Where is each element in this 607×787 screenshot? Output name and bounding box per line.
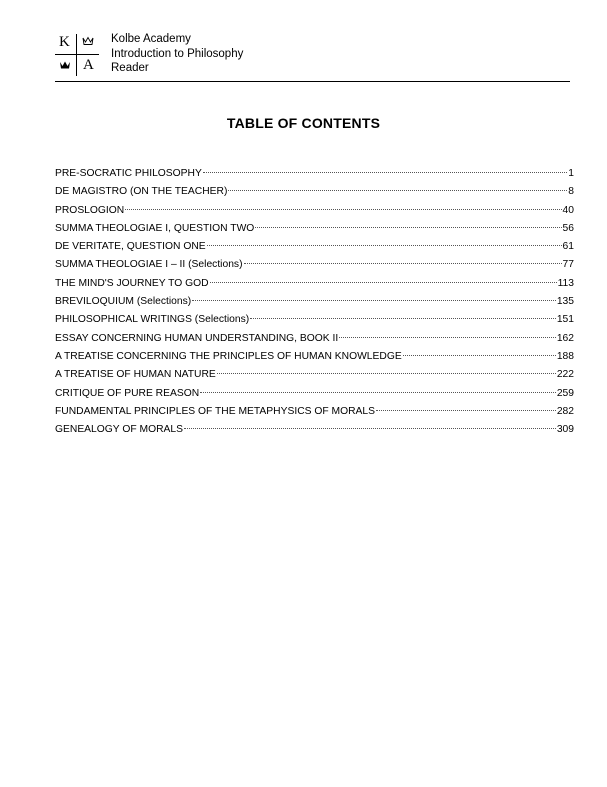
- toc-entry-title: DE VERITATE, QUESTION ONE: [55, 241, 206, 253]
- toc-entry-page: 151: [556, 314, 574, 326]
- logo-letter-a: A: [83, 57, 94, 73]
- toc-entry-title: PHILOSOPHICAL WRITINGS (Selections): [55, 314, 250, 326]
- toc-entry-title: PROSLOGION: [55, 204, 125, 216]
- toc-entry[interactable]: [55, 238, 574, 256]
- toc-entry-page: 56: [562, 222, 574, 234]
- toc-entry-page: 309: [556, 424, 574, 436]
- toc-entry[interactable]: [55, 183, 574, 201]
- header-line-academy: Kolbe Academy: [111, 33, 191, 45]
- page-title: TABLE OF CONTENTS: [226, 115, 381, 131]
- toc-entry[interactable]: [55, 421, 574, 439]
- toc-entry-page: 113: [557, 277, 574, 289]
- toc-leader-dots: [217, 373, 556, 374]
- toc-entry[interactable]: [55, 403, 574, 421]
- toc-entry-title: SUMMA THEOLOGIAE I, QUESTION TWO: [55, 222, 255, 234]
- toc-entry[interactable]: [55, 293, 574, 311]
- toc-leader-dots: [203, 172, 567, 173]
- toc-entry-page: 61: [562, 241, 574, 253]
- toc-leader-dots: [244, 263, 562, 264]
- toc-entry-title: DE MAGISTRO (ON THE TEACHER): [55, 186, 228, 198]
- toc-leader-dots: [192, 300, 556, 301]
- toc-leader-dots: [339, 337, 556, 338]
- header-line-reader: Reader: [111, 62, 149, 74]
- toc-leader-dots: [210, 282, 557, 283]
- toc-entry-title: SUMMA THEOLOGIAE I – II (Selections): [55, 259, 243, 271]
- toc-leader-dots: [228, 190, 567, 191]
- toc-entry-page: 259: [556, 387, 574, 399]
- toc-entry-page: 162: [556, 332, 574, 344]
- logo-letter-k: K: [59, 34, 70, 50]
- toc-leader-dots: [403, 355, 556, 356]
- toc-entry-title: A TREATISE OF HUMAN NATURE: [55, 369, 216, 381]
- kolbe-academy-logo: [55, 32, 99, 78]
- toc-entry[interactable]: [55, 385, 574, 403]
- toc-leader-dots: [200, 392, 556, 393]
- toc-entry-page: 222: [556, 369, 574, 381]
- toc-entry-title: A TREATISE CONCERNING THE PRINCIPLES OF HUMAN KNOWLEDGE: [55, 350, 402, 362]
- header-rule: [55, 81, 570, 82]
- toc-leader-dots: [207, 245, 562, 246]
- toc-leader-dots: [125, 209, 561, 210]
- toc-entry-title: PRE-SOCRATIC PHILOSOPHY: [55, 168, 202, 179]
- toc-leader-dots: [255, 227, 561, 228]
- crown-solid-icon: [59, 60, 71, 70]
- toc-entry-page: 1: [568, 168, 574, 179]
- logo-horizontal-divider: [55, 54, 99, 55]
- toc-entry-page: 188: [556, 350, 574, 362]
- toc-leader-dots: [184, 428, 556, 429]
- toc-entry[interactable]: [55, 220, 574, 238]
- toc-entry-page: 8: [568, 186, 574, 198]
- header-line-course: Introduction to Philosophy: [111, 47, 244, 60]
- toc-entry[interactable]: [55, 366, 574, 384]
- toc-entry-page: 135: [556, 296, 574, 308]
- toc-entry[interactable]: [55, 311, 574, 329]
- toc-entry-page: 282: [556, 405, 574, 417]
- toc-entry[interactable]: [55, 202, 574, 220]
- toc-entry-title: ESSAY CONCERNING HUMAN UNDERSTANDING, BOOK II: [55, 332, 339, 344]
- toc-entry[interactable]: [55, 348, 574, 366]
- toc-entry-page: 40: [562, 204, 574, 216]
- toc-entry[interactable]: [55, 330, 574, 348]
- toc-entry-title: FUNDAMENTAL PRINCIPLES OF THE METAPHYSICS OF MORALS: [55, 405, 376, 417]
- header-text: [111, 32, 243, 76]
- toc-entry[interactable]: [55, 256, 574, 274]
- toc-entry-title: THE MIND'S JOURNEY TO GOD: [55, 277, 209, 289]
- toc-leader-dots: [376, 410, 556, 411]
- toc-entry[interactable]: [55, 275, 574, 293]
- toc-entry-page: 77: [562, 259, 574, 271]
- crown-outline-icon: [82, 36, 94, 46]
- toc-entry[interactable]: [55, 165, 574, 183]
- toc-entry-title: CRITIQUE OF PURE REASON: [55, 387, 200, 399]
- page-header: [55, 32, 570, 82]
- toc-entry-title: GENEALOGY OF MORALS: [55, 424, 183, 436]
- table-of-contents: [55, 165, 574, 439]
- logo-vertical-divider: [76, 34, 77, 76]
- toc-leader-dots: [250, 318, 556, 319]
- toc-entry-title: BREVILOQUIUM (Selections): [55, 296, 192, 308]
